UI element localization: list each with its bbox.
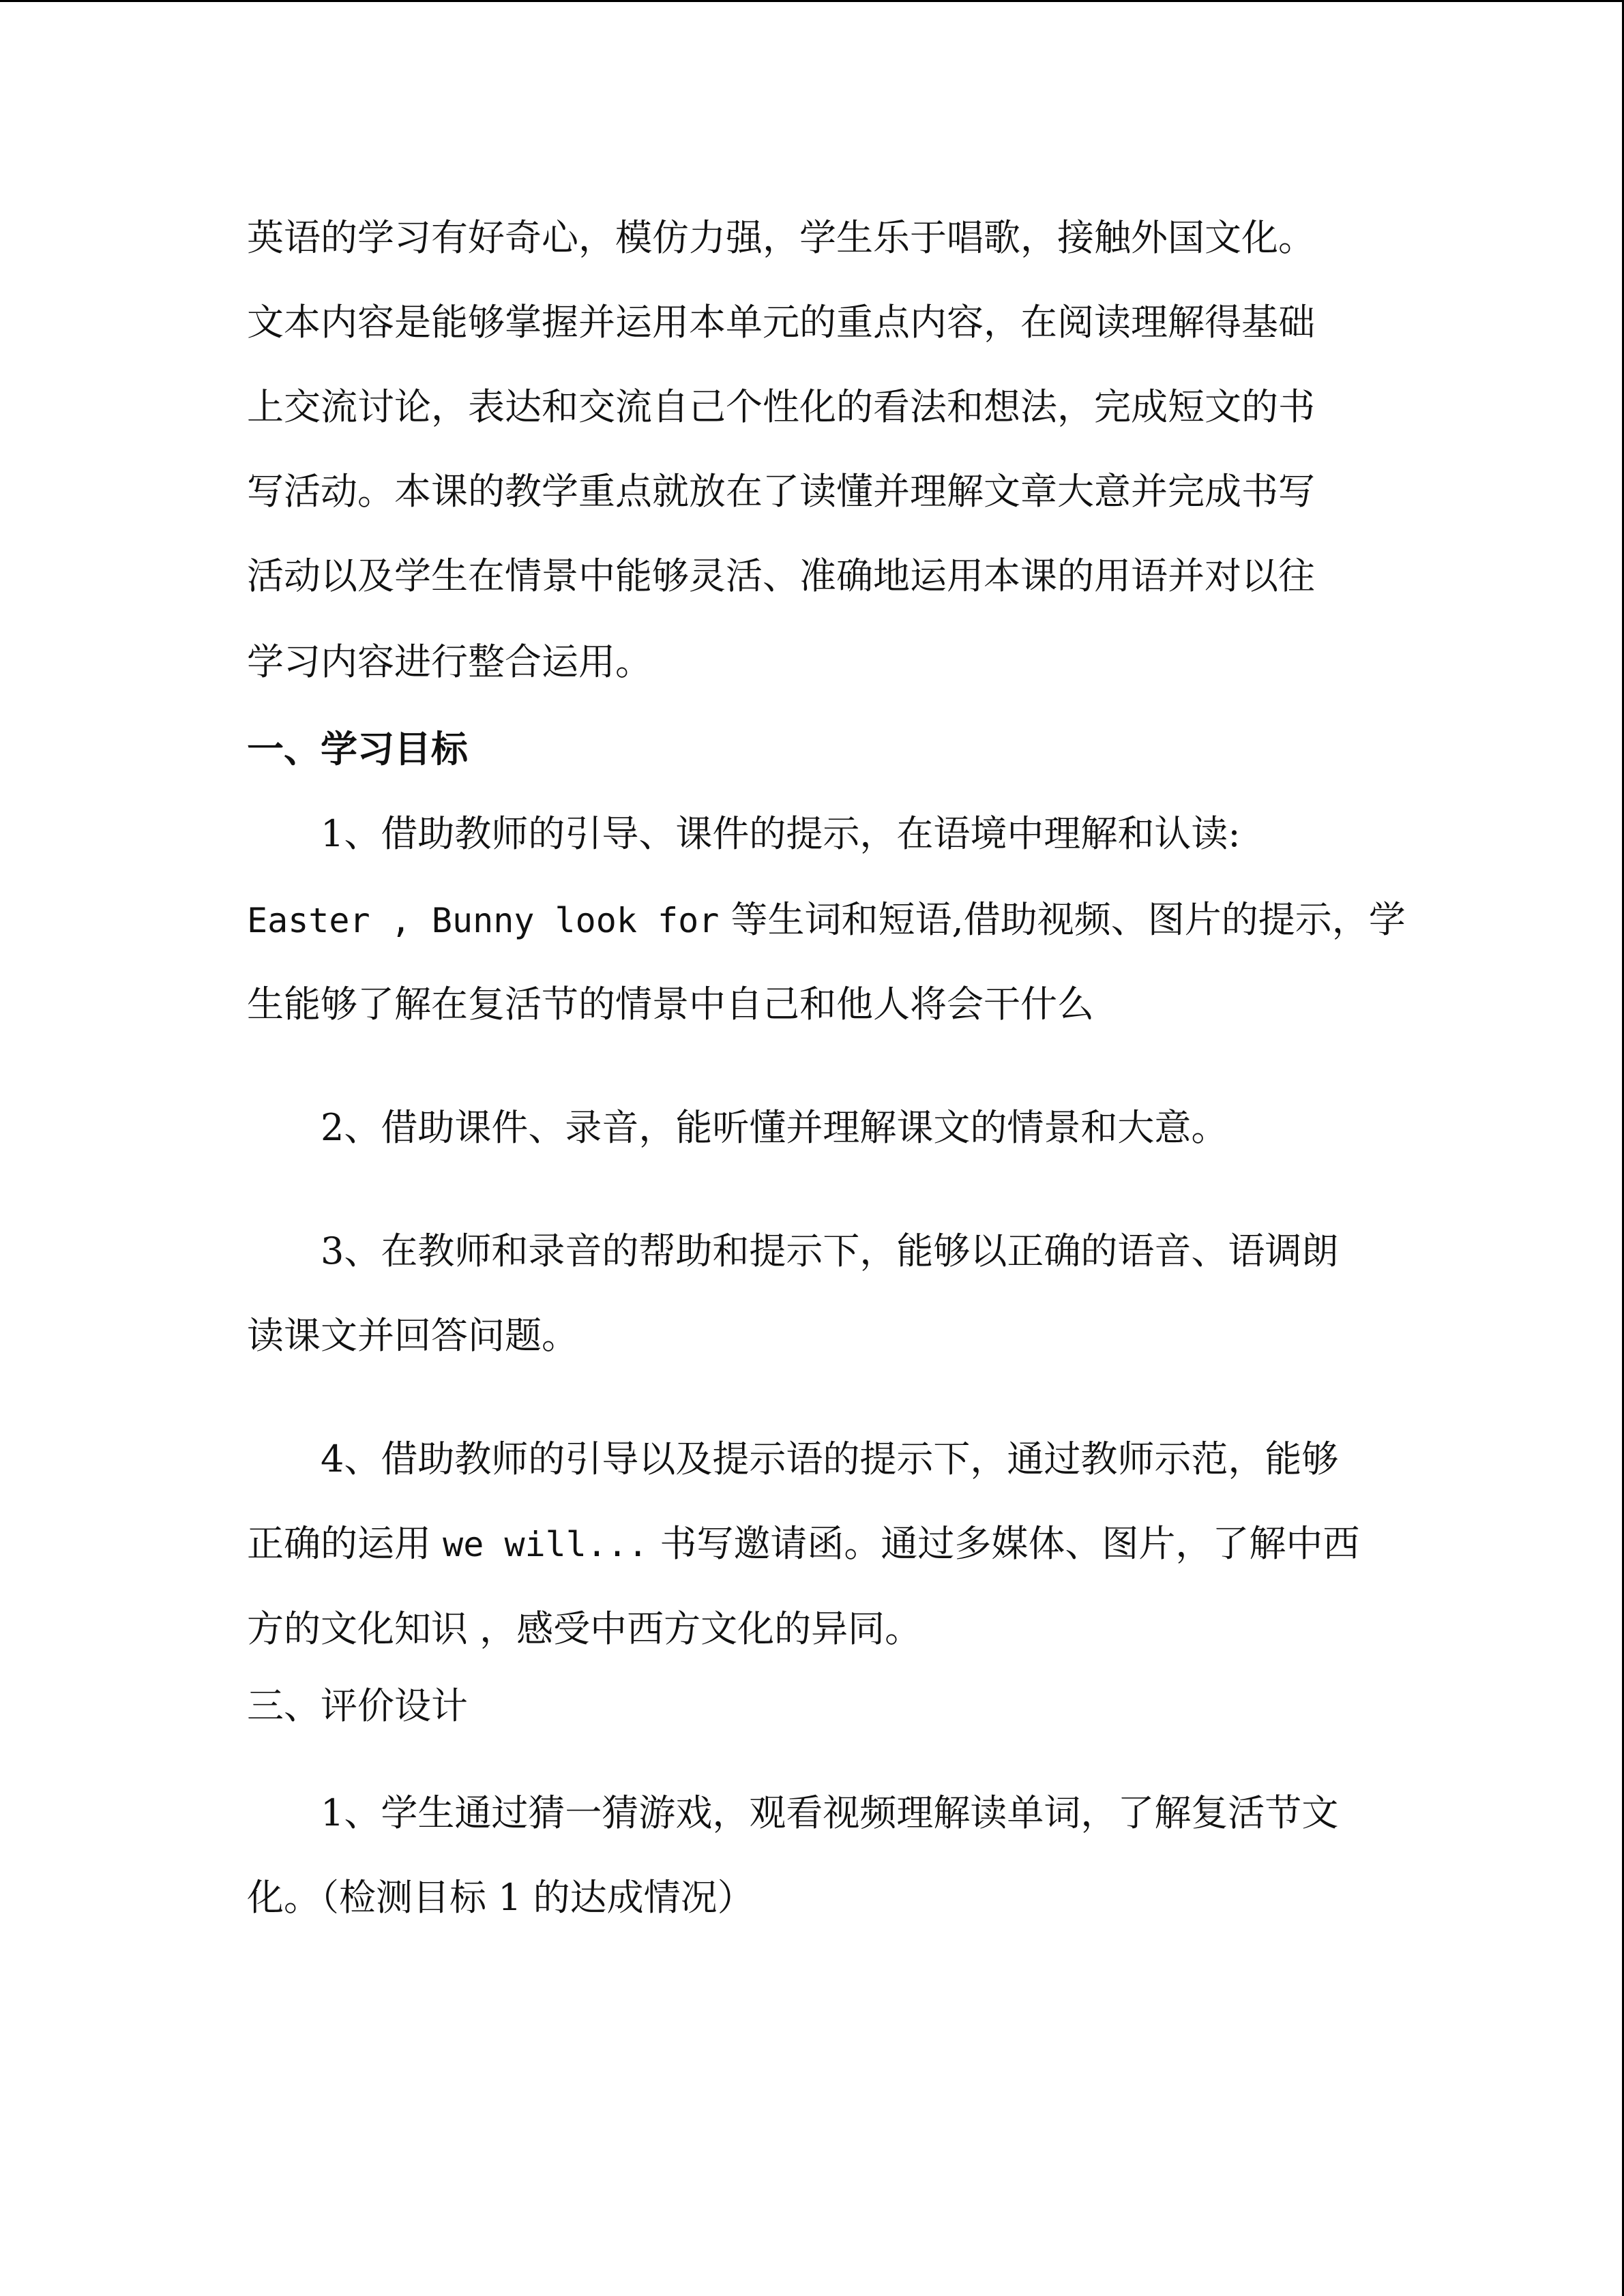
goal-1-line-1: 1、借助教师的引导、课件的提示，在语境中理解和认读: <box>321 812 1241 855</box>
goal-1-english-terms: Easter , Bunny look for <box>247 901 720 940</box>
page-top-border <box>0 0 1624 2</box>
goal-4-line-2-text-a: 正确的运用 <box>247 1522 443 1565</box>
intro-line-1: 英语的学习有好奇心，模仿力强，学生乐于唱歌，接触外国文化。 <box>247 216 1315 259</box>
goal-4-line-2-text-b: 书写邀请函。通过多媒体、图片，了解中西 <box>648 1522 1360 1565</box>
goal-2-line-1: 2、借助课件、录音，能听懂并理解课文的情景和大意。 <box>321 1106 1228 1149</box>
intro-line-3: 上交流讨论，表达和交流自己个性化的看法和想法，完成短文的书 <box>247 385 1315 428</box>
goal-1-line-3: 生能够了解在复活节的情景中自己和他人将会干什么 <box>247 983 1094 1026</box>
intro-line-2: 文本内容是能够掌握并运用本单元的重点内容，在阅读理解得基础 <box>247 301 1315 344</box>
goal-4-line-3: 方的文化知识 ，感受中西方文化的异同。 <box>247 1607 922 1650</box>
goal-4-english-phrase: we will... <box>443 1525 649 1564</box>
goal-3-line-2: 读课文并回答问题。 <box>247 1314 578 1357</box>
goal-4-line-1: 4、借助教师的引导以及提示语的提示下，通过教师示范，能够 <box>321 1437 1339 1480</box>
intro-line-4: 写活动。本课的教学重点就放在了读懂并理解文章大意并完成书写 <box>247 470 1315 513</box>
goal-1-line-2 <box>247 898 1406 941</box>
evaluation-1-line-2: 化。（检测目标 1 的达成情况） <box>247 1876 754 1919</box>
goal-1-line-2-text: 等生词和短语,借助视频、图片的提示，学 <box>719 898 1406 941</box>
intro-line-6: 学习内容进行整合运用。 <box>247 640 652 683</box>
goal-4-line-2 <box>247 1522 1360 1565</box>
evaluation-1-line-1: 1、学生通过猜一猜游戏，观看视频理解读单词，了解复活节文 <box>321 1791 1339 1834</box>
intro-line-5: 活动以及学生在情景中能够灵活、准确地运用本课的用语并对以往 <box>247 554 1315 597</box>
section-heading-learning-goals: 一、学习目标 <box>247 727 468 771</box>
section-heading-evaluation: 三、评价设计 <box>247 1684 468 1727</box>
goal-3-line-1: 3、在教师和录音的帮助和提示下，能够以正确的语音、语调朗 <box>321 1229 1339 1272</box>
